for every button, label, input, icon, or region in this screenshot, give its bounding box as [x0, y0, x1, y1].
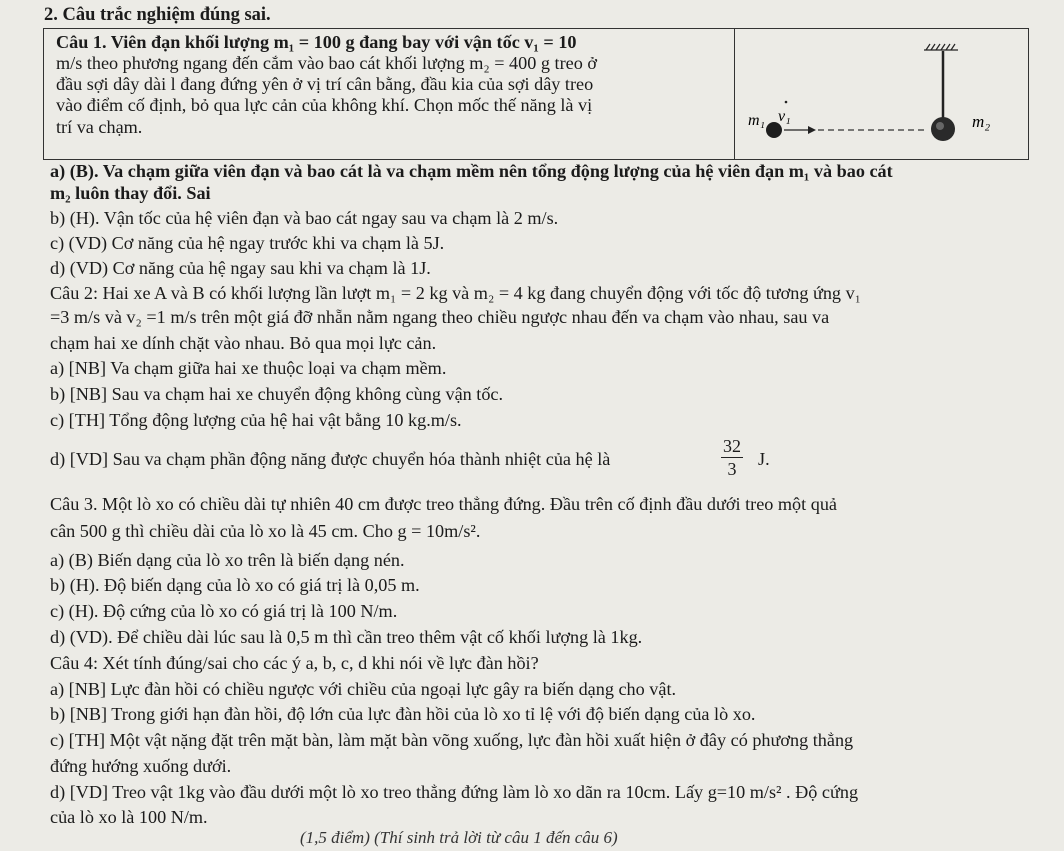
q1-option-a-cont-text: m₂ luôn thay đổi. Sai [50, 183, 211, 203]
q3-option-a: a) (B) Biến dạng của lò xo trên là biến dạng nén. [50, 550, 405, 570]
section-title: 2. Câu trắc nghiệm đúng sai. [44, 5, 271, 25]
q3-option-c: c) (H). Độ cứng của lò xo có giá trị là 100 N/m. [50, 601, 398, 621]
q4-option-d-cont: của lò xo là 100 N/m. [50, 807, 208, 827]
velocity-arrowhead [808, 126, 816, 134]
q1-divider [734, 29, 735, 159]
q1-stem-line: m/s theo phương ngang đến cắm vào bao cát khối lượng m₂ = 400 g treo ở [56, 53, 597, 73]
q1-option-a [50, 160, 893, 182]
q3-stem-line: cân 500 g thì chiều dài của lò xo là 45 cm. Cho g = 10m/s². [50, 521, 481, 541]
q2-option-a: a) [NB] Va chạm giữa hai xe thuộc loại va chạm mềm. [50, 358, 447, 378]
q4-option-b: b) [NB] Trong giới hạn đàn hồi, độ lớn của lực đàn hồi của lò xo tỉ lệ với độ biến dạng của lò xo. [50, 704, 756, 724]
sandbag-highlight [936, 122, 944, 130]
q2-stem-line: chạm hai xe dính chặt vào nhau. Bỏ qua mọi lực cản. [50, 333, 437, 353]
q1-option-b: b) (H). Vận tốc của hệ viên đạn và bao cát ngay sau va chạm là 2 m/s. [50, 208, 559, 228]
sandbag-m2 [931, 117, 955, 141]
fraction-bar [721, 457, 743, 458]
q4-stem: Câu 4: Xét tính đúng/sai cho các ý a, b, c, d khi nói về lực đàn hồi? [50, 653, 539, 673]
q1-stem-line: đầu sợi dây dài l đang đứng yên ở vị trí cân bằng, đầu kia của sợi dây treo [56, 74, 594, 94]
q2-option-d-prefix: d) [VD] Sau va chạm phần động năng được chuyển hóa thành nhiệt của hệ là [50, 449, 611, 469]
fraction [721, 436, 743, 479]
q3-option-b: b) (H). Độ biến dạng của lò xo có giá trị là 0,05 m. [50, 575, 420, 595]
q1-stem-line: vào điểm cố định, bỏ qua lực cản của không khí. Chọn mốc thế năng là vị [56, 95, 593, 115]
q4-option-a: a) [NB] Lực đàn hồi có chiều ngược với chiều của ngoại lực gây ra biến dạng cho vật. [50, 679, 677, 699]
q2-option-b: b) [NB] Sau va chạm hai xe chuyển động không cùng vận tốc. [50, 384, 504, 404]
footer-note: (1,5 điểm) (Thí sinh trả lời từ câu 1 đến câu 6) [300, 828, 618, 847]
q1-label: Câu 1. Viên đạn khối lượng m₁ = 100 g đang bay với vận tốc v₁ = 10 [56, 32, 577, 52]
q2-option-d [50, 448, 610, 470]
q1-option-c: c) (VD) Cơ năng của hệ ngay trước khi va chạm là 5J. [50, 233, 445, 253]
q1-option-a-text: a) (B). Va chạm giữa viên đạn và bao cát là va chạm mềm nên tổng động lượng của hệ viên đạn m₁ và bao cát [50, 161, 893, 181]
q4-option-d: d) [VD] Treo vật 1kg vào đầu dưới một lò xo treo thẳng đứng làm lò xo dãn ra 10cm. Lấy g=10 m/s² . Độ cứng [50, 782, 859, 802]
q2-option-d-suffix: J. [758, 449, 770, 469]
fraction-numerator: 32 [723, 436, 741, 456]
q1-stem-line: trí va chạm. [56, 117, 143, 137]
label-v1: v₁ [778, 108, 791, 125]
q4-option-c: c) [TH] Một vật nặng đặt trên mặt bàn, làm mặt bàn võng xuống, lực đàn hồi xuất hiện ở đây có phương thẳng [50, 730, 854, 750]
ceiling-hatch [924, 44, 958, 50]
pendulum-figure [736, 29, 1028, 159]
q1-stem-line [56, 31, 577, 53]
q4-option-c-cont: đứng hướng xuống dưới. [50, 756, 232, 776]
q1-box [43, 28, 1029, 160]
q1-option-d: d) (VD) Cơ năng của hệ ngay sau khi va chạm là 1J. [50, 258, 431, 278]
q3-option-d: d) (VD). Để chiều dài lúc sau là 0,5 m thì cần treo thêm vật cố khối lượng là 1kg. [50, 627, 643, 647]
q1-option-a-cont [50, 182, 211, 204]
fraction-denominator: 3 [727, 459, 737, 479]
v1-dot [785, 101, 788, 104]
q3-stem-line: Câu 3. Một lò xo có chiều dài tự nhiên 40 cm được treo thẳng đứng. Đầu trên cố định đầu dưới treo một quả [50, 494, 838, 514]
label-m1: m₁ [748, 112, 766, 129]
q2-stem-line: Câu 2: Hai xe A và B có khối lượng lần lượt m₁ = 2 kg và m₂ = 4 kg đang chuyển động với tốc độ tương ứng v₁ [50, 283, 862, 303]
q2-stem-line: =3 m/s và v₂ =1 m/s trên một giá đỡ nhẵn nằm ngang theo chiều ngược nhau đến va chạm vào nhau, sau va [50, 307, 830, 327]
q2-option-c: c) [TH] Tổng động lượng của hệ hai vật bằng 10 kg.m/s. [50, 410, 462, 430]
label-m2: m₂ [972, 112, 991, 131]
